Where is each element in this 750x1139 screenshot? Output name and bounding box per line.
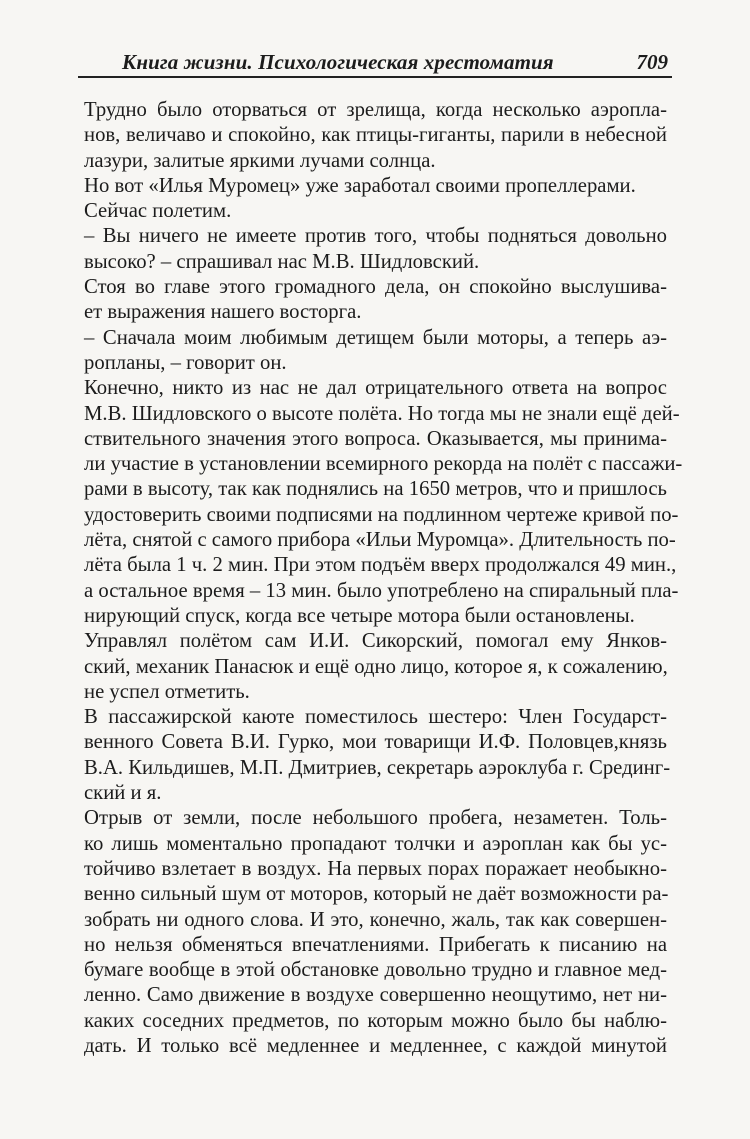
text-line: Трудно было оторваться от зрелища, когда несколько аэропла- (84, 99, 667, 121)
text-line: каких соседних предметов, по которым можно было бы наблю- (84, 1009, 667, 1032)
text-line: не успел отметить. (84, 680, 250, 703)
text-line: нов, величаво и спокойно, как птицы-гиганты, парили в небесной (84, 124, 667, 147)
text-line: ропланы, – говорит он. (84, 351, 287, 374)
text-line: Сейчас полетим. (84, 200, 232, 223)
text-line: ский и я. (84, 782, 162, 805)
text-line: лёта была 1 ч. 2 мин. При этом подъём вверх продолжался 49 мин., (84, 554, 677, 577)
text-line: дать. И только всё медленнее и медленнее, с каждой минутой (84, 1034, 667, 1057)
text-line: венного Совета В.И. Гурко, мои товарищи И.Ф. Половцев,князь (84, 731, 667, 754)
text-line: удостоверить своими подписями на подлинном чертеже кривой по- (84, 503, 679, 526)
text-line: венно сильный шум от моторов, который не даёт возможности ра- (84, 883, 669, 906)
running-title: Книга жизни. Психологическая хрестоматия (122, 50, 554, 74)
text-line: ленно. Само движение в воздухе совершенно неощутимо, нет ни- (84, 984, 667, 1007)
text-line: Конечно, никто из нас не дал отрицательного ответа на вопрос (84, 377, 667, 400)
text-line: зобрать ни одного слова. И это, конечно, жаль, так как совершен- (84, 908, 667, 931)
text-line: лазури, залитые яркими лучами солнца. (84, 149, 436, 172)
text-line: ет выражения нашего восторга. (84, 301, 362, 324)
text-line: высоко? – спрашивал нас М.В. Шидловский. (84, 250, 480, 273)
text-line: – Сначала моим любимым детищем были моторы, а теперь аэ- (84, 326, 667, 349)
text-line: М.В. Шидловского о высоте полёта. Но тогда мы не знали ещё дей- (84, 402, 680, 425)
text-line: В пассажирской каюте поместилось шестеро: Член Государст- (84, 706, 667, 729)
text-line: рами в высоту, так как поднялись на 1650 метров, что и пришлось (84, 478, 667, 501)
text-line: ко лишь моментально пропадают толчки и аэроплан как бы ус- (84, 832, 667, 855)
text-line: Стоя во главе этого громадного дела, он спокойно выслушива- (84, 276, 667, 299)
text-line: а остальное время – 13 мин. было употреблено на спиральный пла- (84, 579, 679, 602)
text-line: – Вы ничего не имеете против того, чтобы подняться довольно (84, 225, 667, 248)
text-line: Отрыв от земли, после небольшого пробега, незаметен. Толь- (84, 807, 667, 830)
text-line: ствительного значения этого вопроса. Оказывается, мы принима- (84, 427, 667, 450)
text-line: но нельзя обменяться впечатлениями. Прибегать к писанию на (84, 933, 667, 956)
text-line: В.А. Кильдишев, М.П. Дмитриев, секретарь аэроклуба г. Срединг- (84, 756, 671, 779)
text-line: Но вот «Илья Муромец» уже заработал своими пропеллерами. (84, 174, 636, 197)
text-line: тойчиво взлетает в воздух. На первых порах поражает необыкно- (84, 857, 667, 880)
text-line: Управлял полётом сам И.И. Сикорский, помогал ему Янков- (84, 630, 667, 653)
body-text (84, 98, 683, 1059)
text-line: бумаге вообще в этой обстановке довольно трудно и главное мед- (84, 959, 667, 982)
text-line: нирующий спуск, когда все четыре мотора были остановлены. (84, 604, 635, 627)
text-line: лёта, снятой с самого прибора «Ильи Муромца». Длительность по- (84, 529, 676, 552)
text-line: ли участие в установлении всемирного рекорда на полёт с пассажи- (84, 453, 683, 476)
running-header (78, 44, 672, 78)
page-number: 709 (636, 50, 668, 74)
text-line: ский, механик Панасюк и ещё одно лицо, которое я, к сожалению, (84, 655, 668, 678)
